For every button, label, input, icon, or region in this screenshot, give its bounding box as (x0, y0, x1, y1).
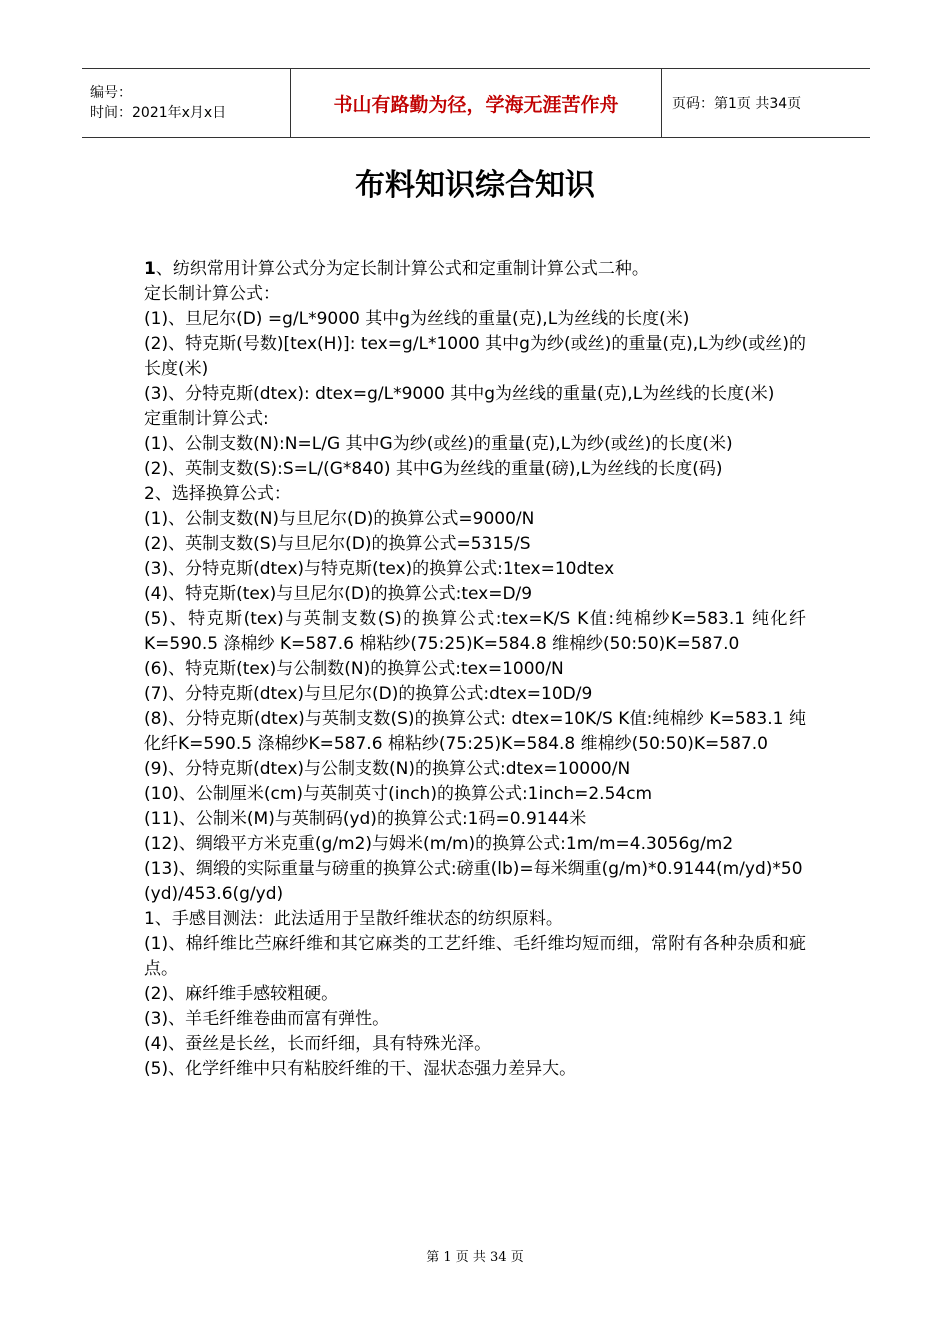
document-title: 布料知识综合知识 (355, 168, 595, 203)
paragraph: (12)、绸缎平方米克重(g/m2)与姆米(m/m)的换算公式:1m/m=4.3056g/m2 (144, 834, 734, 854)
paragraph: (1)、公制支数(N):N=L/G 其中G为纱(或丝)的重量(克),L为纱(或丝)的长度(米) (144, 434, 733, 454)
section-number: 1 (144, 259, 156, 279)
paragraph: (4)、蚕丝是长丝，长而纤细，具有特殊光泽。 (144, 1034, 492, 1054)
document-body (144, 257, 806, 1082)
header-page-cell (662, 69, 870, 137)
paragraph: 2、选择换算公式： (144, 484, 291, 504)
paragraph: (2)、特克斯(号数)[tex(H)]: tex=g/L*1000 其中g为纱(或丝)的重量(克),L为纱(或丝)的长度(米) (144, 334, 806, 379)
paragraph: (11)、公制米(M)与英制码(yd)的换算公式:1码=0.9144米 (144, 809, 587, 829)
paragraph: (5)、化学纤维中只有粘胶纤维的干、湿状态强力差异大。 (144, 1059, 577, 1079)
paragraph: (1)、旦尼尔(D) =g/L*9000 其中g为丝线的重量(克),L为丝线的长度(米) (144, 309, 690, 329)
paragraph: (4)、特克斯(tex)与旦尼尔(D)的换算公式:tex=D/9 (144, 584, 533, 604)
paragraph: (3)、分特克斯(dtex)与特克斯(tex)的换算公式:1tex=10dtex (144, 559, 615, 579)
paragraph: (13)、绸缎的实际重量与磅重的换算公式:磅重(lb)=每米绸重(g/m)*0.9144(m/yd)*50(yd)/453.6(g/yd) (144, 859, 803, 904)
paragraph: (1)、棉纤维比苎麻纤维和其它麻类的工艺纤维、毛纤维均短而细，常附有各种杂质和疵点。 (144, 934, 806, 979)
paragraph: (10)、公制厘米(cm)与英制英寸(inch)的换算公式:1inch=2.54cm (144, 784, 653, 804)
paragraph: (5)、特克斯(tex)与英制支数(S)的换算公式:tex=K/S K值:纯棉纱K=583.1 纯化纤 K=590.5 涤棉纱 K=587.6 棉粘纱(75:25)K=584.8 维棉纱(50:50)K=587.0 (144, 609, 806, 654)
paragraph: (2)、英制支数(S):S=L/(G*840) 其中G为丝线的重量(磅),L为丝线的长度(码) (144, 459, 723, 479)
header-meta-cell (82, 69, 290, 137)
paragraph: (8)、分特克斯(dtex)与英制支数(S)的换算公式: dtex=10K/S K值:纯棉纱 K=583.1 纯化纤K=590.5 涤棉纱K=587.6 棉粘纱(75:25)K=584.8 维棉纱(50:50)K=587.0 (144, 709, 806, 754)
header-motto-cell (290, 69, 662, 137)
date-label: 时间：2021年x月x日 (90, 105, 227, 121)
paragraph: (3)、羊毛纤维卷曲而富有弹性。 (144, 1009, 390, 1029)
paragraph: 1、手感目测法：此法适用于呈散纤维状态的纺织原料。 (144, 909, 563, 929)
paragraph: (6)、特克斯(tex)与公制数(N)的换算公式:tex=1000/N (144, 659, 564, 679)
header-table (82, 68, 870, 138)
paragraph: (3)、分特克斯(dtex): dtex=g/L*9000 其中g为丝线的重量(克),L为丝线的长度(米) (144, 384, 775, 404)
paragraph: (1)、公制支数(N)与旦尼尔(D)的换算公式=9000/N (144, 509, 535, 529)
paragraph: 1、纺织常用计算公式分为定长制计算公式和定重制计算公式二种。 (144, 259, 649, 279)
paragraph: (2)、英制支数(S)与旦尼尔(D)的换算公式=5315/S (144, 534, 531, 554)
paragraph: (2)、麻纤维手感较粗硬。 (144, 984, 339, 1004)
paragraph: 定重制计算公式: (144, 409, 269, 429)
serial-label: 编号： (90, 85, 132, 101)
page-info: 页码：第1页 共34页 (672, 96, 802, 112)
paragraph: (7)、分特克斯(dtex)与旦尼尔(D)的换算公式:dtex=10D/9 (144, 684, 593, 704)
page-footer: 第 1 页 共 34 页 (426, 1250, 524, 1265)
paragraph: 定长制计算公式： (144, 284, 280, 304)
motto: 书山有路勤为径，学海无涯苦作舟 (333, 93, 619, 116)
paragraph: (9)、分特克斯(dtex)与公制支数(N)的换算公式:dtex=10000/N (144, 759, 631, 779)
